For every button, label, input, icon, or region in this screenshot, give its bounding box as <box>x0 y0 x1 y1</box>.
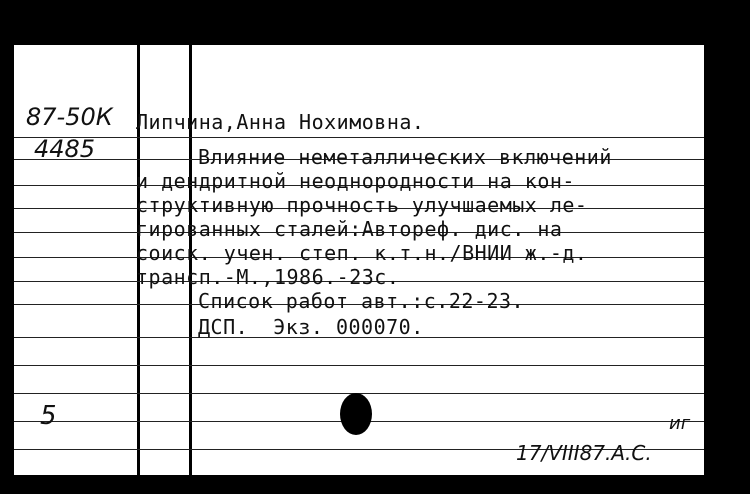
margin-number: 5 <box>40 401 57 431</box>
ruling-line <box>14 365 704 366</box>
restriction-note: ДСП. Экз. 000070. <box>198 315 424 339</box>
title-line-2: и дендритной неоднородности на кон- <box>136 169 575 193</box>
bibliography-note: Список работ авт.:с.22-23. <box>198 289 525 313</box>
punch-hole <box>340 393 372 435</box>
call-number-1: 87-50К <box>26 103 113 131</box>
ruling-line <box>14 137 704 138</box>
title-line-1: Влияние неметаллических включений <box>198 145 612 169</box>
title-line-4: гированных сталей:Автореф. дис. на <box>136 217 563 241</box>
title-line-3: структивную прочность улучшаемых ле- <box>136 193 588 217</box>
date-stamp: 17/VIII87.А.С. <box>516 441 652 465</box>
title-line-5: соиск. учен. степ. к.т.н./ВНИИ ж.-д. <box>136 241 588 265</box>
call-number-2: 4485 <box>34 135 96 163</box>
initials-mark: иг <box>669 413 691 434</box>
author-heading: Липчина,Анна Нохимовна. <box>136 110 425 134</box>
catalog-card <box>14 45 704 475</box>
title-line-6: трансп.-М.,1986.-23с. <box>136 265 400 289</box>
